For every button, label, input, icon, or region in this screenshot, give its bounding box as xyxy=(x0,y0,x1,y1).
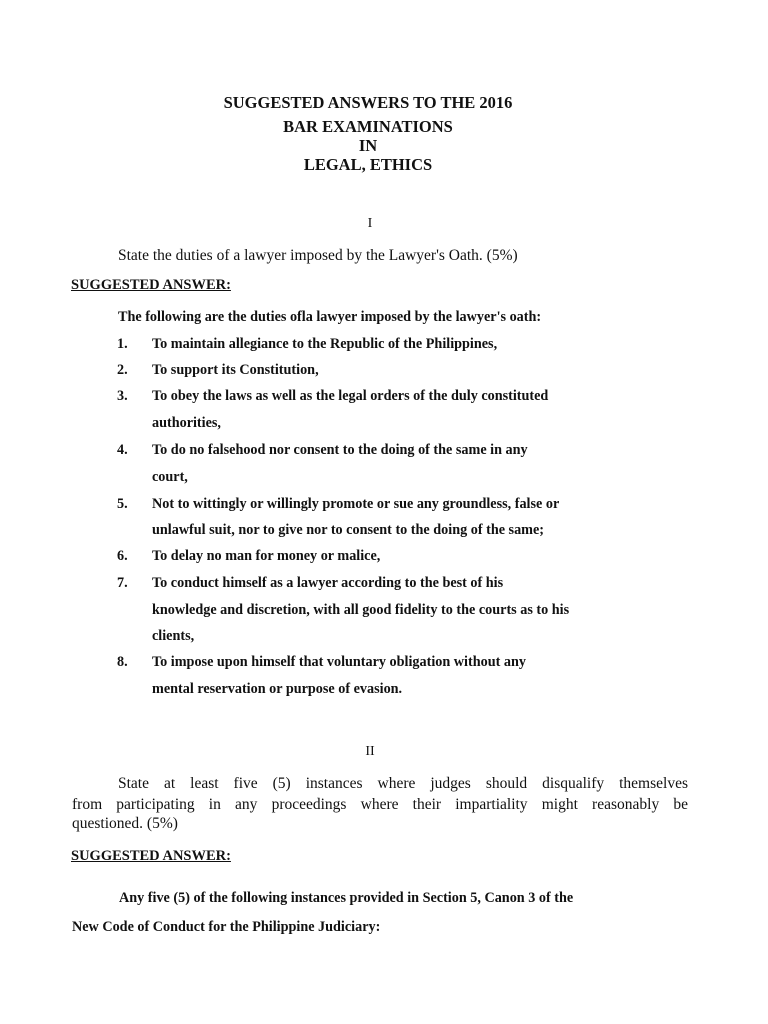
suggested-answer-label-2: SUGGESTED ANSWER: xyxy=(71,848,231,864)
document-title-line-3: IN xyxy=(358,136,378,155)
list-item-number: 2. xyxy=(117,362,128,378)
suggested-answer-label-1: SUGGESTED ANSWER: xyxy=(71,277,231,293)
answer-2-line-1: Any five (5) of the following instances provided in Section 5, Canon 3 of the xyxy=(119,890,574,906)
question-number-1: I xyxy=(367,216,373,231)
list-item-text: To maintain allegiance to the Republic of the Philippines, xyxy=(152,336,498,352)
list-item-text: To impose upon himself that voluntary obligation without any xyxy=(152,654,526,670)
list-item-text: knowledge and discretion, with all good fidelity to the courts as to his xyxy=(152,602,570,618)
list-item-number: 5. xyxy=(117,496,128,512)
list-item-text: To do no falsehood nor consent to the doing of the same in any xyxy=(152,442,528,458)
document-title-line-1: SUGGESTED ANSWERS TO THE 2016 xyxy=(223,93,513,112)
answer-1-intro: The following are the duties ofla lawyer imposed by the lawyer's oath: xyxy=(118,309,542,325)
question-2-line-2: from participating in any proceedings where their impartiality might reasonably be xyxy=(72,796,688,813)
question-number-2: II xyxy=(365,744,375,759)
list-item-text: To obey the laws as well as the legal orders of the duly constituted xyxy=(152,388,549,404)
list-item-text: To delay no man for money or malice, xyxy=(152,548,381,564)
question-1-text: State the duties of a lawyer imposed by the Lawyer's Oath. (5%) xyxy=(118,247,518,264)
question-2-line-1 xyxy=(72,773,688,794)
list-item-number: 6. xyxy=(117,548,128,564)
question-2-line-3: questioned. (5%) xyxy=(72,815,178,832)
list-item-text: To conduct himself as a lawyer according to the best of his xyxy=(152,575,504,591)
list-item-text: To support its Constitution, xyxy=(152,362,319,378)
list-item-text: unlawful suit, nor to give nor to consent to the doing of the same; xyxy=(152,522,545,538)
list-item-number: 8. xyxy=(117,654,128,670)
list-item-text: clients, xyxy=(152,628,195,644)
list-item-number: 7. xyxy=(117,575,128,591)
question-2-line-1-text: State at least five (5) instances where judges should disqualify themselves xyxy=(118,775,688,792)
document-title-line-2: BAR EXAMINATIONS xyxy=(283,117,453,136)
list-item-text: Not to wittingly or willingly promote or sue any groundless, false or xyxy=(152,496,560,512)
list-item-number: 1. xyxy=(117,336,128,352)
list-item-number: 4. xyxy=(117,442,128,458)
document-title-line-4: LEGAL, ETHICS xyxy=(303,155,433,174)
list-item-number: 3. xyxy=(117,388,128,404)
answer-2-line-2: New Code of Conduct for the Philippine Judiciary: xyxy=(72,919,381,935)
list-item-text: mental reservation or purpose of evasion. xyxy=(152,681,403,697)
list-item-text: court, xyxy=(152,469,188,485)
list-item-text: authorities, xyxy=(152,415,221,431)
